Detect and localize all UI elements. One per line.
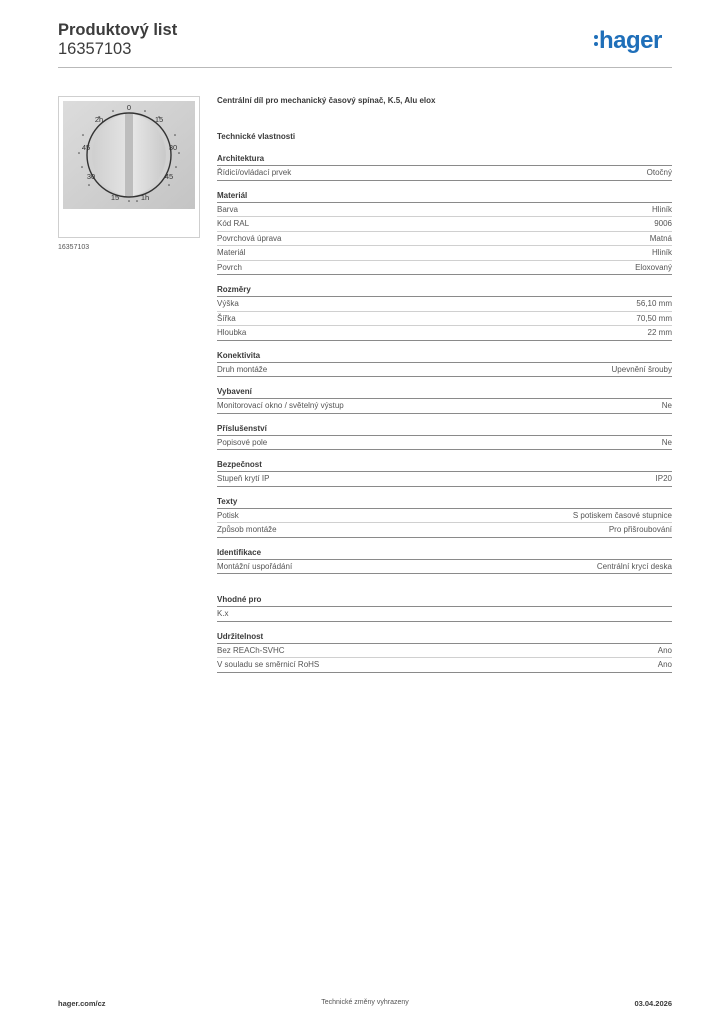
spec-value: 9006 (654, 219, 672, 228)
spec-section (217, 152, 672, 181)
spec-label: Stupeň krytí IP (217, 474, 270, 483)
spec-label: Potisk (217, 510, 239, 520)
section-title: Architektura (217, 152, 672, 166)
spec-row (217, 203, 672, 218)
spec-value: Eloxovaný (635, 262, 672, 272)
knob-grip (125, 114, 133, 196)
section-title: Udržitelnost (217, 630, 672, 644)
spec-row (217, 658, 672, 673)
spec-row (217, 399, 672, 414)
spec-label: Povrchová úprava (217, 233, 282, 243)
dial-label-45-right: 45 (164, 172, 174, 181)
logo-dots-icon (594, 33, 598, 47)
spec-value: IP20 (655, 474, 672, 483)
spec-value: Ano (657, 645, 672, 655)
spec-value: 22 mm (647, 328, 672, 337)
spec-row (217, 232, 672, 247)
spec-label: K.x (217, 609, 229, 618)
spec-label: V souladu se směrnicí RoHS (217, 660, 320, 669)
spec-content (217, 94, 672, 673)
spec-label: Šířka (217, 313, 236, 323)
spec-label: Povrch (217, 262, 242, 272)
footer (58, 999, 672, 1011)
spec-label: Hloubka (217, 328, 247, 337)
spec-value: Ne (661, 437, 672, 447)
spec-label: Způsob montáže (217, 525, 277, 534)
spec-label: Popisové pole (217, 437, 268, 447)
spec-section (217, 630, 672, 673)
section-title: Vybavení (217, 385, 672, 399)
spec-value: S potiskem časové stupnice (572, 510, 672, 520)
dial-label-30-right: 30 (168, 143, 178, 152)
spec-label: Bez REACh-SVHC (217, 645, 285, 655)
spec-section (217, 458, 672, 487)
spec-value: 70,50 mm (636, 313, 672, 323)
dial-label-30-left: 30 (86, 172, 96, 181)
spec-label: Řídicí/ovládací prvek (217, 168, 292, 177)
spec-row (217, 472, 672, 487)
spec-value: Pro přišroubování (608, 525, 672, 534)
page-title: Produktový list (58, 21, 178, 39)
section-title: Vhodné pro (217, 593, 672, 607)
image-caption: 16357103 (58, 244, 90, 251)
spec-row (217, 436, 672, 451)
product-code: 16357103 (58, 40, 132, 58)
spec-label: Druh montáže (217, 364, 268, 374)
tech-properties-heading: Technické vlastnosti (217, 132, 296, 141)
spec-row (217, 246, 672, 261)
spec-section (217, 495, 672, 538)
spec-value: Ne (661, 401, 672, 410)
spec-row (217, 509, 672, 524)
spec-sections (217, 152, 672, 673)
spec-value: Centrální krycí deska (596, 561, 672, 571)
spec-row (217, 326, 672, 341)
section-title: Texty (217, 495, 672, 509)
dial-label-0: 0 (126, 103, 132, 112)
spec-label: Montážní uspořádání (217, 561, 293, 571)
dial-label-15-top: 15 (154, 115, 164, 124)
timer-dial-image (59, 97, 199, 237)
footer-date: 03.04.2026 (634, 999, 672, 1008)
spec-row (217, 261, 672, 276)
spec-row (217, 297, 672, 312)
dial-label-45-left: 45 (81, 143, 91, 152)
spec-value: Hliník (651, 204, 672, 214)
spec-label: Barva (217, 204, 238, 214)
section-title: Identifikace (217, 546, 672, 560)
spec-row (217, 217, 672, 232)
section-title: Bezpečnost (217, 458, 672, 472)
spec-row (217, 363, 672, 378)
spec-value: Upevnění šrouby (611, 364, 672, 374)
spec-row (217, 560, 672, 575)
spec-section (217, 349, 672, 378)
spec-section (217, 593, 672, 622)
spec-row (217, 607, 672, 622)
dial-label-1h: 1h (140, 193, 150, 202)
product-name: Centrální díl pro mechanický časový spínač, K.5, Alu elox (217, 96, 436, 105)
footer-notice: Technické změny vyhrazeny (321, 999, 409, 1006)
footer-website: hager.com/cz (58, 999, 106, 1008)
dial-label-2h: 2h (94, 115, 104, 124)
product-image (58, 96, 200, 238)
spec-section (217, 189, 672, 276)
spec-section (217, 385, 672, 414)
spec-value: Ano (657, 660, 672, 669)
spec-label: Materiál (217, 248, 246, 257)
spec-value: Otočný (646, 168, 672, 177)
spec-label: Monitorovací okno / světelný výstup (217, 401, 344, 410)
spec-row (217, 523, 672, 538)
spec-row (217, 312, 672, 327)
hager-logo (594, 27, 662, 55)
spec-row (217, 644, 672, 659)
spec-value: Hliník (651, 248, 672, 257)
section-title: Rozměry (217, 283, 672, 297)
spec-value: 56,10 mm (636, 299, 672, 308)
section-title: Konektivita (217, 349, 672, 363)
spec-label: Výška (217, 299, 239, 308)
spec-section (217, 422, 672, 451)
spec-row (217, 166, 672, 181)
header-divider (58, 67, 672, 68)
spec-section (217, 546, 672, 575)
spec-value: Matná (649, 233, 672, 243)
section-title: Materiál (217, 189, 672, 203)
section-title: Příslušenství (217, 422, 672, 436)
spec-section (217, 283, 672, 341)
logo-text: hager (599, 27, 662, 54)
spec-label: Kód RAL (217, 219, 250, 228)
dial-label-15-bottom: 15 (110, 193, 120, 202)
